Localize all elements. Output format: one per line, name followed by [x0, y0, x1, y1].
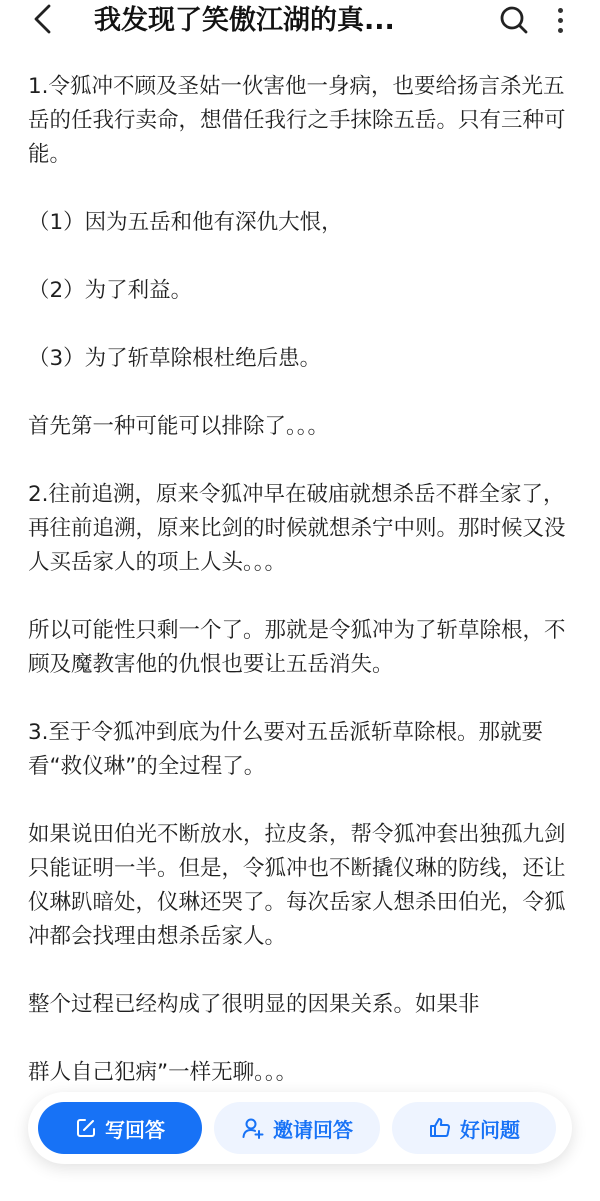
- paragraph: 3.至于令狐冲到底为什么要对五岳派斩草除根。那就要看“救仪琳”的全过程了。: [28, 720, 544, 779]
- more-vertical-icon: [558, 8, 563, 13]
- paragraph: 群人自己犯病”一样无聊。。。: [28, 1060, 298, 1085]
- paragraph: 所以可能性只剩一个了。那就是令狐冲为了斩草除根，不顾及魔教害他的仇恨也要让五岳消失。: [28, 618, 566, 677]
- search-button[interactable]: [498, 4, 530, 36]
- back-button[interactable]: [26, 2, 60, 36]
- paragraph: 整个过程已经构成了很明显的因果关系。如果非: [28, 992, 480, 1017]
- paragraph: （3）为了斩草除根杜绝后患。: [28, 346, 322, 371]
- good-question-label: 好问题: [460, 1117, 520, 1142]
- paragraph: 如果说田伯光不断放水，拉皮条，帮令狐冲套出独孤九剑只能证明一半。但是，令狐冲也不断撬仪琳的防线，还让仪琳趴暗处，仪琳还哭了。每次岳家人想杀田伯光，令狐冲都会找理由想杀岳家人。: [28, 822, 566, 949]
- paragraph: （2）为了利益。: [28, 278, 193, 303]
- search-icon: [498, 4, 530, 36]
- good-question-button[interactable]: [392, 1102, 556, 1154]
- top-app-bar: [0, 0, 600, 44]
- chevron-left-icon: [32, 3, 54, 35]
- paragraph: 1.令狐冲不顾及圣姑一伙害他一身病，也要给扬言杀光五岳的任我行卖命，想借任我行之手抹除五岳。只有三种可能。: [28, 74, 566, 167]
- question-title[interactable]: 我发现了笑傲江湖的真...: [94, 5, 395, 36]
- answer-content: [28, 70, 580, 1124]
- edit-icon: [75, 1117, 97, 1139]
- add-user-icon: [241, 1116, 265, 1140]
- write-answer-button[interactable]: [38, 1102, 202, 1154]
- paragraph: （1）因为五岳和他有深仇大恨，: [28, 210, 343, 235]
- bottom-action-bar: [28, 1092, 572, 1164]
- more-button[interactable]: [552, 4, 568, 36]
- invite-answer-label: 邀请回答: [273, 1117, 353, 1142]
- write-answer-label: 写回答: [105, 1117, 165, 1142]
- paragraph: 首先第一种可能可以排除了。。。: [28, 414, 330, 439]
- invite-answer-button[interactable]: [214, 1102, 380, 1154]
- paragraph: 2.往前追溯，原来令狐冲早在破庙就想杀岳不群全家了，再往前追溯，原来比剑的时候就想杀宁中则。那时候又没人买岳家人的项上人头。。。: [28, 482, 566, 575]
- thumbs-up-icon: [428, 1116, 452, 1140]
